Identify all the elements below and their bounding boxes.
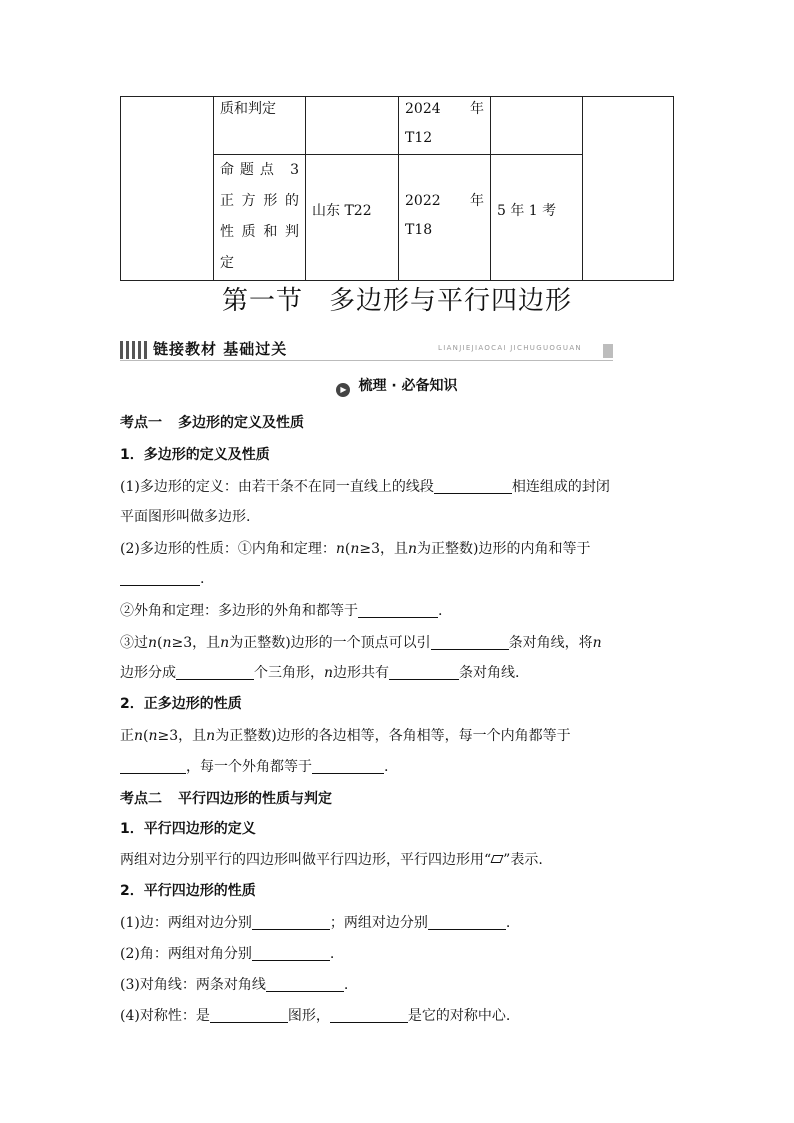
exam-table xyxy=(120,96,674,281)
heading-2: 2．正多边形的性质 xyxy=(120,696,242,712)
kp2-heading: 考点二 平行四边形的性质与判定 xyxy=(120,791,332,807)
text-line: (3)对角线：两条对角线 . xyxy=(120,977,349,993)
answer-blank xyxy=(252,913,330,930)
table-cell-year: 2022 年 T18 xyxy=(399,155,491,281)
table-cell-empty xyxy=(121,97,214,281)
table-cell: 5 年 1 考 xyxy=(491,155,583,281)
kp1-heading: 考点一 多边形的定义及性质 xyxy=(120,415,304,431)
answer-blank xyxy=(210,1006,288,1023)
heading-3: 1．平行四边形的定义 xyxy=(120,821,256,837)
text-line: (2)角：两组对角分别 . xyxy=(120,946,335,962)
topic-line: 定 xyxy=(220,255,234,271)
answer-blank xyxy=(312,757,384,774)
answer-blank xyxy=(330,1006,408,1023)
text-line: ③过n(n≥3，且n为正整数)边形的一个顶点可以引 条对角线，将n xyxy=(120,635,602,651)
banner-pinyin: LIANJIEJIAOCAI JICHUGUOGUAN xyxy=(438,344,582,352)
play-icon: ▶ xyxy=(336,383,350,397)
table-cell xyxy=(306,97,399,155)
answer-blank xyxy=(431,633,509,650)
section-banner xyxy=(120,338,613,362)
parallelogram-symbol-icon xyxy=(491,855,504,863)
answer-blank xyxy=(266,975,344,992)
text-line: 两组对边分别平行的四边形叫做平行四边形，平行四边形用“ ”表示. xyxy=(120,852,543,868)
table-cell-year: 2024 年 T12 xyxy=(399,97,491,155)
topic-line: 命题点 3 xyxy=(220,162,299,178)
subheading: ▶ 梳理 · 必备知识 xyxy=(0,375,794,397)
text-line: (4)对称性：是 图形， 是它的对称中心. xyxy=(120,1008,511,1024)
answer-blank xyxy=(176,663,254,680)
answer-blank xyxy=(389,663,459,680)
section-title: 第一节 多边形与平行四边形 xyxy=(221,286,573,316)
text-line: ，每一个外角都等于 . xyxy=(120,757,680,777)
text-line: 平面图形叫做多边形. xyxy=(120,509,251,525)
text-line: 边形分成 个三角形，n边形共有 条对角线. xyxy=(120,665,520,681)
topic-line: 正方形的 xyxy=(220,193,299,209)
topic-line: 性质和判 xyxy=(220,224,299,240)
answer-blank xyxy=(434,477,512,494)
table-cell-topic xyxy=(214,155,306,281)
banner-bars-icon xyxy=(120,341,147,359)
table-cell-empty xyxy=(583,97,674,281)
table-cell: 山东 T22 xyxy=(306,155,399,281)
answer-blank xyxy=(120,757,186,774)
answer-blank xyxy=(358,601,438,618)
heading-4: 2．平行四边形的性质 xyxy=(120,883,256,899)
banner-end-block xyxy=(603,344,613,358)
table-cell xyxy=(491,97,583,155)
text-line: (2)多边形的性质：①内角和定理：n(n≥3，且n为正整数)边形的内角和等于 xyxy=(120,541,591,557)
answer-blank xyxy=(252,944,330,961)
text-line: (1)边：两组对边分别 ；两组对边分别 . xyxy=(120,915,511,931)
text-line: . xyxy=(120,569,680,589)
text-line: ②外角和定理：多边形的外角和都等于 . xyxy=(120,603,443,619)
text-line: (1)多边形的定义：由若干条不在同一直线上的线段 相连组成的封闭 xyxy=(120,479,610,495)
answer-blank xyxy=(120,569,200,586)
text-line: 正n(n≥3，且n为正整数)边形的各边相等，各角相等，每一个内角都等于 xyxy=(120,728,571,744)
banner-divider xyxy=(120,360,613,361)
table-cell: 质和判定 xyxy=(214,97,306,155)
heading-1: 1．多边形的定义及性质 xyxy=(120,447,270,463)
banner-title: 链接教材 基础过关 xyxy=(153,340,288,358)
answer-blank xyxy=(428,913,506,930)
